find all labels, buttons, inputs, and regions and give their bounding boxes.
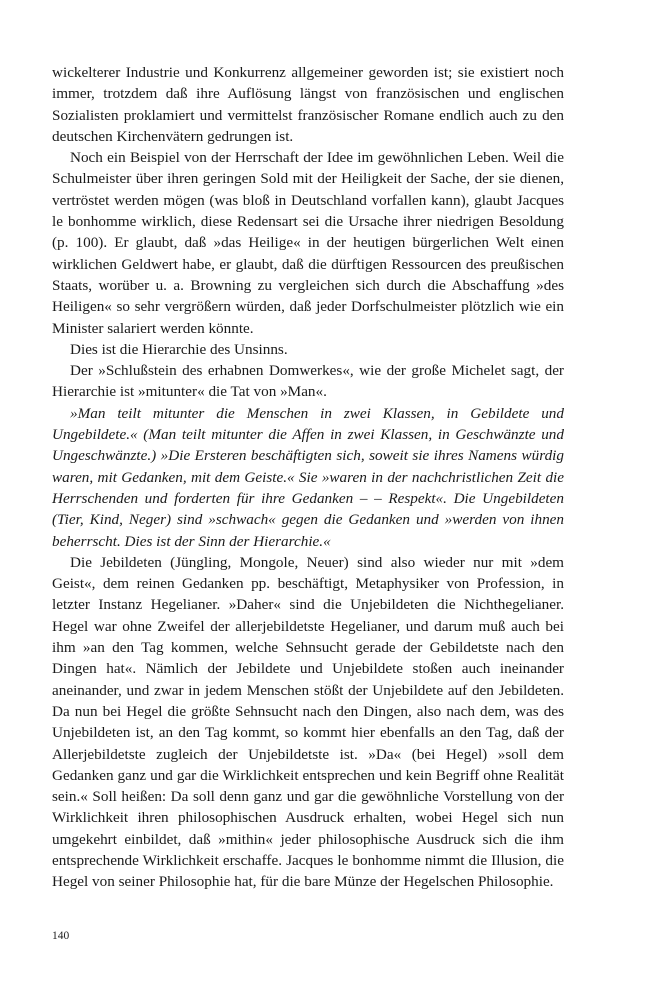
body-text	[52, 62, 564, 893]
paragraph-continuation: wickelterer Industrie und Konkurrenz allgemeiner geworden ist; sie existiert noch immer, trotzdem daß ihre Auflösung längst von französischen und englischen Sozialisten proklamiert und vermittelst französischer Romane endlich auch zu den deutschen Kirchenvätern gedrungen ist.	[52, 64, 564, 145]
page-number: 140	[52, 930, 70, 942]
paragraph-schoolmaster-example: Noch ein Beispiel von der Herrschaft der Idee im gewöhnlichen Leben. Weil die Schulmeister über ihren geringen Sold mit der Heiligkeit der Sache, der sie dienen, vertröstet werden mögen (was bloß in Deutschland vorfallen kann), glaubt Jacques le bonhomme wirklich, diese Redensart sei die Ursache ihrer niedrigen Besoldung (p. 100). Er glaubt, daß »das Heilige« in der heutigen bürgerlichen Welt einen wirklichen Geldwert habe, er glaubt, daß die dürftigen Ressourcen des preußischen Staats, worüber u. a. Browning zu vergleichen sich durch die Abschaffung »des Heiligen« so sehr vergrößern würden, daß jeder Dorfschulmeister plötzlich wie ein Minister salariert werden könnte.	[52, 149, 564, 337]
paragraph-quotation: »Man teilt mitunter die Menschen in zwei Klassen, in Gebildete und Ungebildete.« (Man teilt mitunter die Affen in zwei Klassen, in Geschwänzte und Ungeschwänzte.) »Die Ersteren beschäftigten sich, soweit sie ihres Namens würdig waren, mit Gedanken, mit dem Geiste.« Sie »waren in der nachchristlichen Zeit die Herrschenden und forderten für ihre Gedanken – – Respekt«. Die Ungebildeten (Tier, Kind, Neger) sind »schwach« gegen die Gedanken und »werden von ihnen beherrscht. Dies ist der Sinn der Hierarchie.«	[52, 404, 564, 550]
paragraph-keystone: Der »Schlußstein des erhabnen Domwerkes«, wie der große Michelet sagt, der Hierarchie ist »mitunter« die Tat von »Man«.	[52, 362, 564, 401]
paragraph-jebildeten: Die Jebildeten (Jüngling, Mongole, Neuer) sind also wieder nur mit »dem Geist«, dem reinen Gedanken pp. beschäftigt, Metaphysiker von Profession, in letzter Instanz Hegelianer. »Daher« sind die Unjebildeten die Nichthegelianer. Hegel war ohne Zweifel der allerjebildetste Hegelianer, und darum muß auch bei ihm »an den Tag kommen, welche Sehnsucht gerade der Gebildetste nach den Dingen hat«. Nämlich der Jebildete und Unjebildete stoßen auch ineinander aneinander, und zwar in jedem Menschen stößt der Unjebildete auf den Jebildeten. Da nun bei Hegel die größte Sehnsucht nach den Dingen, also nach dem, was des Unjebildeten ist, an den Tag kommt, so kommt hier ebenfalls an den Tag, daß der Allerjebildetste zugleich der Unjebildetste ist. »Da« (bei Hegel) »soll dem Gedanken ganz und gar die Wirklichkeit entsprechen und kein Begriff ohne Realität sein.« Soll heißen: Da soll denn ganz und gar die gewöhnliche Vorstellung von der Wirklichkeit ihren philosophischen Ausdruck erhalten, wobei Hegel sich nun umgekehrt einbildet, daß »mithin« jeder philosophische Ausdruck sich die ihm entsprechende Wirklichkeit erschaffe. Jacques le bonhomme nimmt die Illusion, die Hegel von seiner Philosophie hat, für die bare Münze der Hegelschen Philosophie.	[52, 553, 564, 891]
paragraph-hierarchy-of-nonsense: Dies ist die Hierarchie des Unsinns.	[70, 340, 288, 358]
